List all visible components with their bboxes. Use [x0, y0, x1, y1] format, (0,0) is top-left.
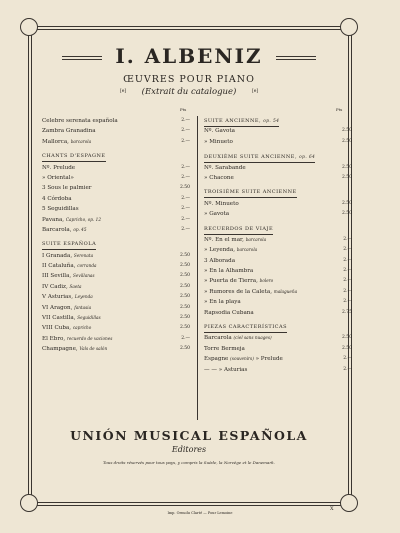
item-annotation: recuerdo de vaciones — [66, 335, 113, 341]
catalogue-item — [42, 313, 190, 323]
catalogue-item — [42, 323, 190, 333]
item-price: 2.50 — [179, 252, 190, 258]
item-annotation: fantasia — [74, 304, 92, 310]
item-title — [204, 344, 245, 354]
section-heading — [42, 240, 190, 250]
item-title — [204, 297, 241, 307]
item-title — [204, 163, 246, 173]
item-price: 2.— — [343, 257, 352, 263]
item-title — [204, 256, 235, 266]
column-divider — [197, 116, 198, 420]
item-text: TROISIÈME SUITE ANCIENNE — [204, 189, 297, 196]
item-price: 2.50 — [179, 346, 190, 352]
item-title — [42, 313, 101, 323]
item-text: Mallorca, — [42, 138, 69, 145]
catalogue-item — [42, 225, 190, 235]
item-annotation: corranda — [77, 263, 97, 269]
catalogue-item — [42, 194, 190, 204]
item-title — [42, 225, 87, 235]
item-title — [204, 126, 235, 136]
item-text: 3 Sous le palmier — [42, 185, 92, 192]
rights-note: Tous droits réservés pour tous pays, y compris la Suède, la Norvège et le Danemark. — [103, 460, 275, 465]
section-heading — [204, 323, 352, 333]
item-text: Nº. Minueto — [204, 200, 239, 207]
item-annotation: Capricho, op. 12 — [65, 216, 101, 222]
item-title — [204, 354, 283, 364]
catalogue-item — [42, 251, 190, 261]
item-price: 2.— — [181, 164, 190, 170]
item-price: 2.50 — [341, 200, 352, 206]
item-price: 2.50 — [341, 164, 352, 170]
item-price: 2.— — [181, 335, 190, 341]
catalogue-item — [42, 204, 190, 214]
catalogue-item — [204, 126, 352, 136]
item-price: 2.— — [181, 128, 190, 134]
item-text: » Oriental» — [42, 174, 74, 181]
item-price: 2.— — [343, 278, 352, 284]
item-price: 2.50 — [179, 294, 190, 300]
item-text: » Puerta de Tierra, — [204, 278, 258, 285]
catalogue-item — [204, 173, 352, 183]
item-text: Rapsodia Cubana — [204, 309, 254, 316]
item-annotation: (souvenirs) — [230, 356, 254, 362]
item-title — [42, 271, 95, 281]
item-title — [204, 137, 233, 147]
left-catalogue-column — [42, 116, 190, 355]
section-heading — [42, 152, 190, 162]
catalogue-note: (Extrait du catalogue) — [141, 87, 237, 97]
item-title — [204, 287, 297, 297]
item-text: RECUERDOS DE VIAJE — [204, 225, 274, 232]
item-text: V Asturias, — [42, 294, 74, 301]
catalogue-item — [42, 116, 190, 126]
item-text: Celebre serenata española — [42, 118, 118, 124]
item-text: Nº. Gavota — [204, 128, 235, 135]
item-annotation: Serenata — [73, 252, 94, 258]
catalogue-item — [42, 303, 190, 313]
item-text: I Granada, — [42, 252, 73, 259]
item-title — [42, 344, 107, 354]
item-price: 2.— — [343, 247, 352, 253]
item-title — [204, 245, 257, 255]
catalogue-item — [42, 163, 190, 173]
catalogue-item — [204, 297, 352, 307]
item-title — [204, 266, 253, 276]
section-heading — [204, 188, 352, 198]
catalogue-item — [204, 163, 352, 173]
item-annotation: Sevillanas — [72, 273, 95, 279]
catalogue-mark-left: [e] — [120, 89, 127, 94]
item-price: 2.— — [181, 174, 190, 180]
catalogue-item — [42, 344, 190, 354]
item-annotation: op. 45 — [73, 226, 87, 232]
item-title — [42, 240, 96, 250]
item-price: 2.— — [181, 195, 190, 201]
item-text: Barcarola, — [42, 226, 72, 233]
item-annotation: Leyenda — [74, 294, 93, 300]
catalogue-item — [42, 137, 190, 147]
item-title — [204, 188, 297, 198]
right-price-heading: Pts — [336, 107, 343, 112]
item-text: El Ebro, — [42, 335, 66, 342]
catalogue-item — [204, 199, 352, 209]
catalogue-item — [42, 271, 190, 281]
item-title — [42, 261, 97, 271]
section-heading — [204, 225, 352, 235]
item-text: » Minueto — [204, 138, 233, 145]
item-text: VI Aragon, — [42, 304, 73, 311]
item-price: 2.50 — [341, 138, 352, 144]
item-text: II Cataluña, — [42, 263, 76, 270]
item-title — [204, 323, 287, 333]
collection-subtitle: ŒUVRES POUR PIANO — [123, 74, 255, 85]
item-text: » En la Alhambra — [204, 268, 254, 275]
item-title — [42, 323, 91, 333]
item-title — [204, 235, 266, 245]
item-price: 2.— — [181, 226, 190, 232]
item-title — [42, 292, 93, 302]
catalogue-item — [42, 334, 190, 344]
item-price: 2.50 — [341, 128, 352, 134]
item-price: 2.— — [181, 118, 190, 123]
composer-title: I. ALBENIZ — [115, 44, 263, 68]
item-text: 4 Córdoba — [42, 195, 72, 202]
item-text: Pavana, — [42, 216, 65, 223]
item-text: » Rumores de la Caleta, — [204, 288, 272, 295]
item-price: 2.50 — [179, 315, 190, 321]
item-text: » Leyenda, — [204, 247, 235, 254]
item-text: IV Cadiz, — [42, 283, 68, 290]
item-annotation: Seguidillas — [77, 315, 101, 321]
catalogue-item — [204, 276, 352, 286]
catalogue-item — [42, 282, 190, 292]
item-text: » En la playa — [204, 299, 241, 306]
item-text: » Gavota — [204, 211, 230, 218]
item-text: — — » Asturias — [204, 366, 248, 373]
item-price: 2.50 — [179, 185, 190, 191]
catalogue-item — [204, 137, 352, 147]
item-annotation: op. 54 — [263, 118, 280, 123]
item-title — [42, 183, 91, 193]
item-title — [42, 137, 91, 147]
catalogue-item — [204, 333, 352, 343]
catalogue-item — [42, 183, 190, 193]
item-title — [42, 126, 96, 136]
item-title — [42, 152, 106, 162]
item-title — [42, 282, 82, 292]
item-text: Torre Bermeja — [204, 345, 245, 352]
catalogue-item — [204, 235, 352, 245]
item-price: 2.50 — [179, 283, 190, 289]
item-annotation: Saeta — [69, 283, 82, 289]
corner-ornament-top-left — [20, 18, 38, 36]
item-title — [204, 116, 279, 127]
item-text: DEUXIÈME SUITE ANCIENNE, — [204, 154, 298, 161]
item-text: » Chacone — [204, 174, 234, 181]
catalogue-item — [42, 173, 190, 183]
item-text: CHANTS D'ESPAGNE — [42, 153, 106, 160]
item-title — [204, 173, 234, 183]
page-stamp: X — [330, 506, 334, 512]
item-text: PIEZAS CARACTERÍSTICAS — [204, 324, 288, 331]
item-price: 2.50 — [341, 345, 352, 351]
item-price: 2.— — [343, 288, 352, 294]
item-title — [204, 276, 273, 286]
item-title — [204, 152, 315, 163]
catalogue-item — [204, 354, 352, 364]
item-annotation: barcarola — [245, 236, 267, 242]
catalogue-item — [204, 209, 352, 219]
catalogue-item — [204, 256, 352, 266]
item-price: 2.50 — [179, 325, 190, 331]
item-annotation: capricho — [72, 325, 92, 331]
section-heading — [204, 116, 352, 126]
catalogue-mark-right: [e] — [252, 89, 259, 94]
item-price: 2.75 — [341, 309, 352, 315]
item-text: 5 Seguidillas — [42, 206, 79, 213]
catalogue-item — [204, 245, 352, 255]
item-annotation: malagueña — [273, 288, 298, 294]
item-text: 3 Alborada — [204, 257, 236, 264]
section-heading — [204, 152, 352, 162]
item-price: 2.— — [343, 299, 352, 305]
item-price: 2.50 — [341, 335, 352, 341]
item-annotation: (ciel sans nuages) — [233, 335, 272, 341]
item-price: 2.50 — [341, 211, 352, 217]
item-text: Nº. En el mar, — [204, 236, 244, 243]
item-text: Zambra Granadina — [42, 128, 96, 135]
item-price: 2.— — [343, 268, 352, 274]
item-subtitle: » Prelude — [255, 356, 283, 363]
item-price: 2.50 — [179, 263, 190, 269]
item-annotation: barcarola — [70, 138, 92, 144]
catalogue-item — [204, 365, 352, 375]
item-title — [42, 116, 118, 126]
item-price: 2.50 — [179, 273, 190, 279]
corner-ornament-top-right — [340, 18, 358, 36]
publisher-name: UNIÓN MUSICAL ESPAÑOLA — [70, 428, 308, 443]
item-text: VIII Cuba, — [42, 325, 72, 332]
item-text: VII Castilla, — [42, 315, 76, 322]
item-title — [204, 199, 239, 209]
catalogue-item — [204, 287, 352, 297]
item-text: Champagne, — [42, 346, 78, 353]
printer-imprint: Imp. Ormolu Clarté — Pour Lemoine — [167, 511, 233, 515]
item-price: 2.— — [181, 216, 190, 222]
item-title — [42, 204, 79, 214]
catalogue-item — [42, 261, 190, 271]
item-annotation: op. 64 — [299, 154, 316, 160]
catalogue-item — [204, 266, 352, 276]
catalogue-item — [204, 344, 352, 354]
catalogue-item — [42, 292, 190, 302]
item-title — [204, 308, 254, 318]
item-title — [42, 163, 75, 173]
item-text: Espagne — [204, 356, 229, 363]
item-price: 2.— — [343, 356, 352, 362]
item-title — [204, 333, 272, 343]
item-price: 2.— — [181, 206, 190, 212]
item-title — [42, 194, 72, 204]
item-title — [42, 215, 101, 225]
item-text: Nº. Prelude — [42, 164, 76, 171]
item-price: 2.— — [343, 236, 352, 242]
right-catalogue-column — [204, 116, 352, 375]
corner-ornament-bottom-left — [20, 494, 38, 512]
item-title — [42, 173, 74, 183]
item-title — [42, 251, 93, 261]
catalogue-item — [42, 215, 190, 225]
item-title — [42, 334, 112, 344]
item-annotation: bolero — [259, 278, 274, 284]
item-text: SUITE ESPAÑOLA — [42, 241, 97, 248]
item-price: 2.— — [343, 366, 352, 372]
catalogue-item — [42, 126, 190, 136]
item-text: SUITE ANCIENNE, — [204, 118, 262, 124]
item-title — [42, 303, 91, 313]
item-text: III Sevilla, — [42, 273, 72, 280]
item-annotation: Vals de salón — [79, 346, 108, 352]
item-text: Barcarola — [204, 335, 232, 342]
publisher-role: Editores — [171, 445, 207, 454]
item-price: 2.50 — [179, 304, 190, 310]
item-title — [204, 225, 273, 235]
item-annotation: barcarola — [236, 247, 258, 253]
corner-ornament-bottom-right — [340, 494, 358, 512]
item-text: Nº. Sarabande — [204, 164, 246, 171]
item-title — [204, 365, 247, 375]
left-price-heading: Pts — [180, 107, 187, 112]
item-price: 2.— — [181, 138, 190, 144]
item-price: 2.50 — [341, 174, 352, 180]
catalogue-item — [204, 308, 352, 318]
item-title — [204, 209, 229, 219]
